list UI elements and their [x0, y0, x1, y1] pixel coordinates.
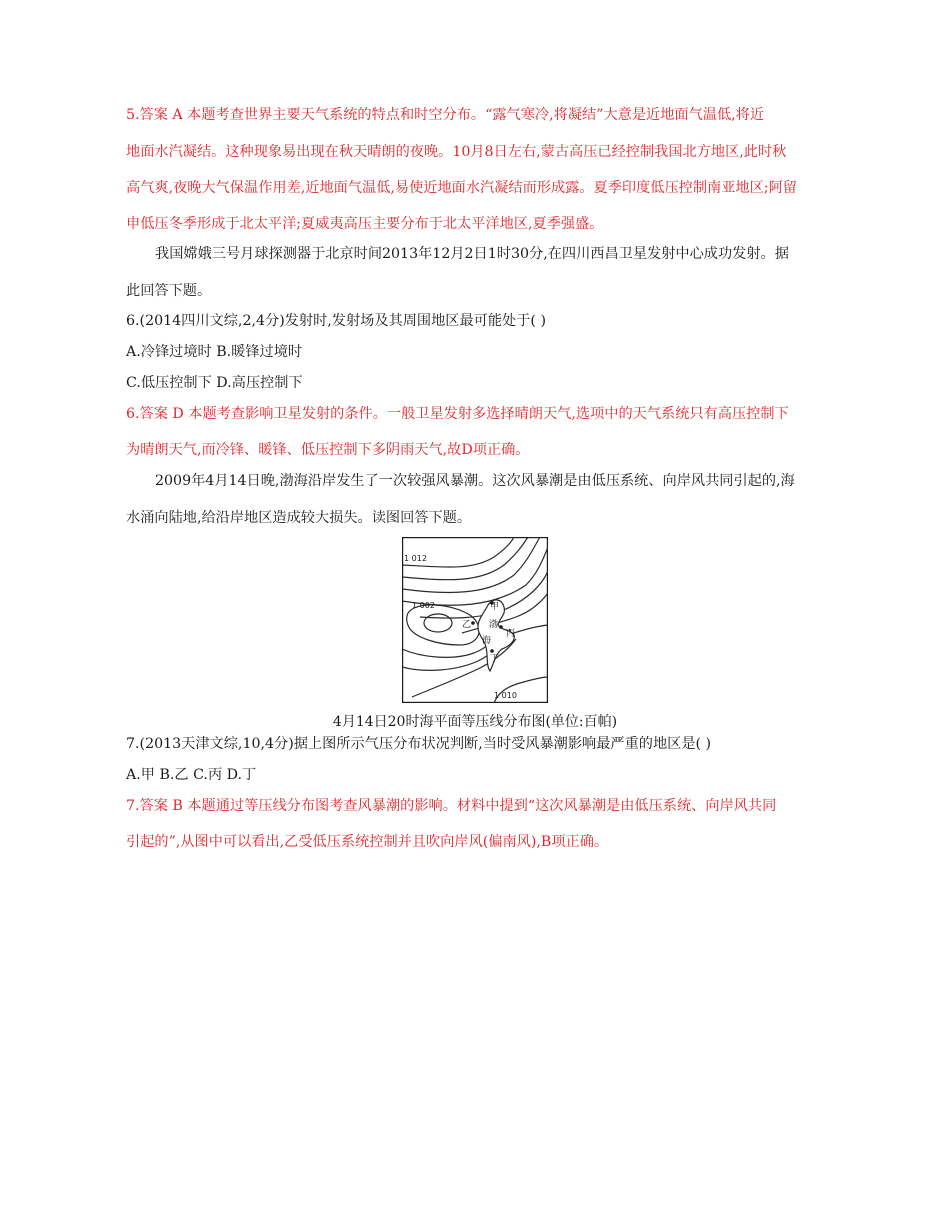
place-label-yi: 乙 — [462, 620, 472, 630]
q7-stem: 7.(2013天津文综,10,4分)据上图所示气压分布状况判断,当时受风暴潮影响最严重的地区是( ) — [126, 736, 712, 752]
figure-caption: 4月14日20时海平面等压线分布图(单位:百帕) — [332, 714, 618, 730]
q5-answer-line-4: 申低压冬季形成于北太平洋;夏威夷高压主要分布于北太平洋地区,夏季强盛。 — [126, 216, 604, 232]
station-bing-dot — [499, 625, 503, 629]
isobar-label-1010: 1 010 — [494, 691, 517, 700]
station-yi-dot — [471, 621, 475, 625]
q5-answer-line-1: 5.答案 A 本题考查世界主要天气系统的特点和时空分布。“露气寒冷,将凝结”大意是近地面气温低,将近 — [126, 107, 765, 123]
place-label-ding: 丁 — [490, 654, 500, 664]
q6-options-row-2: C.低压控制下 D.高压控制下 — [126, 375, 303, 391]
sea-label-hai: 海 — [482, 636, 492, 646]
q5-answer-line-2: 地面水汽凝结。这种现象易出现在秋天晴朗的夜晚。10月8日左右,蒙古高压已经控制我国北方地区,此时秋 — [126, 144, 787, 160]
isobar-map — [402, 537, 548, 703]
q6-stem: 6.(2014四川文综,2,4分)发射时,发射场及其周围地区最可能处于( ) — [126, 313, 547, 329]
q6-options-row-1: A.冷锋过境时 B.暖锋过境时 — [126, 344, 303, 360]
place-label-jia: 甲 — [490, 602, 500, 612]
q6-answer-line-2: 为晴朗天气,而冷锋、暖锋、低压控制下多阴雨天气,故D项正确。 — [126, 442, 530, 458]
isobar-map-figure — [402, 537, 548, 703]
passage2-line-2: 水涌向陆地,给沿岸地区造成较大损失。读图回答下题。 — [126, 510, 472, 526]
station-ding-dot — [490, 649, 494, 653]
passage1-line-2: 此回答下题。 — [126, 283, 212, 299]
q6-answer-line-1: 6.答案 D 本题考查影响卫星发射的条件。一般卫星发射多选择晴朗天气,选项中的天气系统只有高压控制下 — [126, 406, 789, 422]
isobar-label-1012: 1 012 — [404, 554, 427, 563]
sea-label-bo: 渤 — [489, 620, 499, 630]
passage2-line-1: 2009年4月14日晚,渤海沿岸发生了一次较强风暴潮。这次风暴潮是由低压系统、向岸风共同引起的,海 — [155, 473, 795, 489]
q7-answer-line-1: 7.答案 B 本题通过等压线分布图考查风暴潮的影响。材料中提到“这次风暴潮是由低压系统、向岸风共同 — [126, 798, 777, 814]
passage1-line-1: 我国嫦娥三号月球探测器于北京时间2013年12月2日1时30分,在四川西昌卫星发射中心成功发射。据 — [155, 246, 789, 262]
isobar-label-1002: 1 002 — [412, 601, 435, 610]
q7-options: A.甲 B.乙 C.丙 D.丁 — [126, 767, 257, 783]
q5-answer-line-3: 高气爽,夜晚大气保温作用差,近地面气温低,易使近地面水汽凝结而形成露。夏季印度低压控制南亚地区;阿留 — [126, 180, 797, 196]
q7-answer-line-2: 引起的”,从图中可以看出,乙受低压系统控制并且吹向岸风(偏南风),B项正确。 — [126, 834, 609, 850]
place-label-bing: 丙 — [506, 629, 516, 639]
